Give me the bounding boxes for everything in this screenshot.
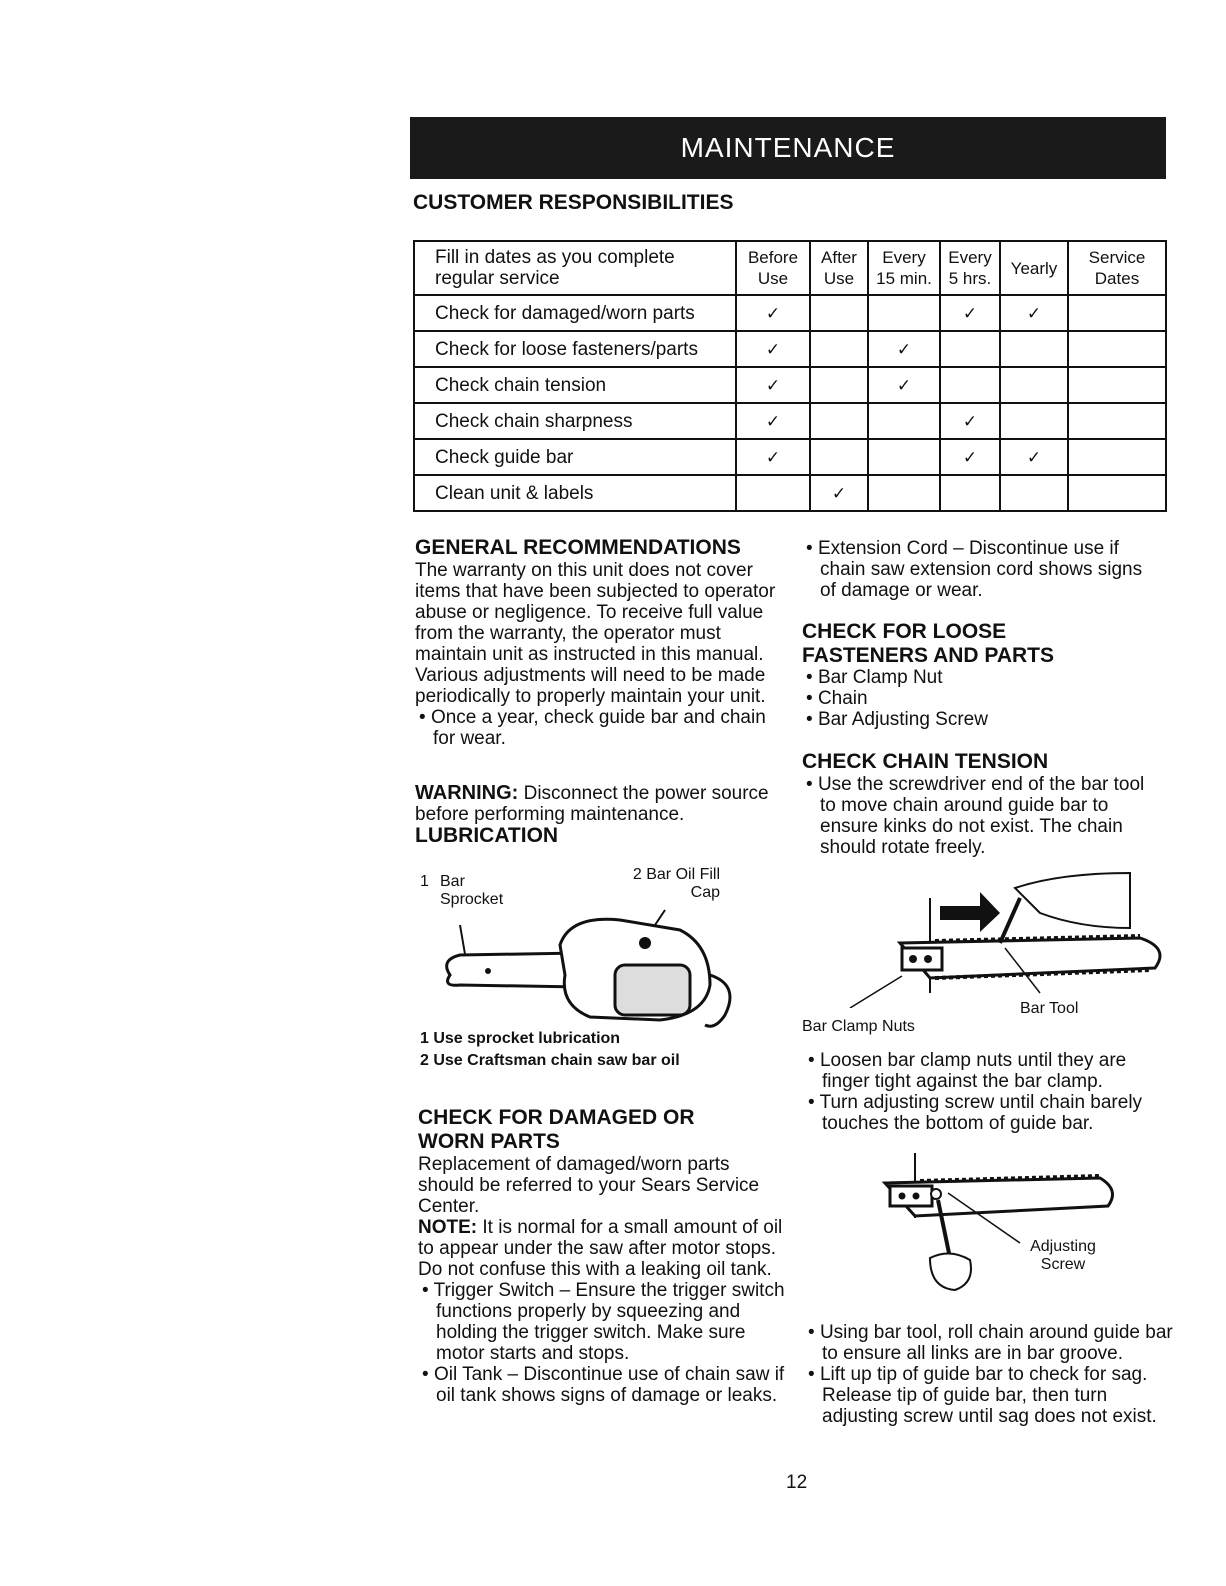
chainsaw-lubrication-illustration: [420, 905, 750, 1035]
task-label: Check for damaged/worn parts: [414, 295, 736, 331]
label-bar-sprocket-num: 1: [420, 873, 429, 890]
note-text: It is normal for a small amount of oil to appear under the saw after motor stops. Do not confuse this with a leaking oil tank.: [418, 1217, 783, 1280]
list-item-text: Bar Adjusting Screw: [817, 709, 988, 730]
clamp-nut: [913, 1193, 920, 1200]
extension-cord-block: [802, 538, 1162, 601]
label-bar-sprocket: Bar Sprocket: [440, 873, 504, 908]
check-mark: [1000, 331, 1068, 367]
task-label: Check chain sharpness: [414, 403, 736, 439]
check-mark: ✓: [736, 331, 810, 367]
check-mark: ✓: [736, 439, 810, 475]
general-recommendations-title: GENERAL RECOMMENDATIONS: [415, 536, 741, 559]
tension-bullet: • Turn adjusting screw until chain barely touches the bottom of guide bar.: [808, 1092, 1143, 1134]
label-bar-clamp-nuts: Bar Clamp Nuts: [802, 1018, 915, 1035]
bar-clamp: [902, 948, 942, 970]
list-item-text: Bar Clamp Nut: [817, 667, 943, 688]
service-date-cell: [1068, 475, 1166, 511]
tension-bullet-text: Loosen bar clamp nuts until they are finger tight against the bar clamp.: [819, 1050, 1127, 1092]
bar-clamp: [890, 1186, 932, 1206]
service-date-cell: [1068, 295, 1166, 331]
check-mark: [940, 367, 1000, 403]
table-row: [414, 475, 1166, 511]
tension-bullet-text: Turn adjusting screw until chain barely touches the bottom of guide bar.: [819, 1092, 1143, 1134]
warning-text: Disconnect the power source before performing maintenance.: [415, 783, 769, 825]
oil-cap: [639, 937, 651, 949]
header-every-15-min: Every 15 min.: [868, 241, 940, 295]
check-mark: [940, 475, 1000, 511]
label-bar-oil-fill-cap: 2 Bar Oil Fill Cap: [632, 866, 720, 901]
chain-tension-body-1: [802, 774, 1162, 858]
check-mark: [1000, 475, 1068, 511]
service-date-cell: [1068, 367, 1166, 403]
extension-cord-bullet: • Extension Cord – Discontinue use if chain saw extension cord shows signs of damage or wear.: [806, 538, 1143, 601]
check-mark: ✓: [868, 367, 940, 403]
check-mark: [1000, 403, 1068, 439]
general-bullet: • Once a year, check guide bar and chain for wear.: [419, 707, 766, 749]
check-mark: ✓: [736, 367, 810, 403]
oil-tank-bullet: • Oil Tank – Discontinue use of chain saw if oil tank shows signs of damage or leaks.: [422, 1364, 785, 1406]
adjusting-screw-illustration: [860, 1148, 1120, 1298]
section-banner: MAINTENANCE: [410, 117, 1166, 179]
header-task: Fill in dates as you complete regular service: [414, 241, 736, 295]
label-adjusting-screw: Adjusting Screw: [1030, 1238, 1096, 1273]
customer-responsibilities-title: CUSTOMER RESPONSIBILITIES: [413, 191, 734, 214]
sprocket-dot: [485, 968, 491, 974]
table-row: [414, 295, 1166, 331]
tension-bullet-text: Lift up tip of guide bar to check for sag. Release tip of guide bar, then turn adjusting screw until sag does not exist.: [819, 1364, 1157, 1427]
task-label: Clean unit & labels: [414, 475, 736, 511]
motor-housing: [615, 965, 690, 1015]
hand-icon: [930, 1253, 971, 1290]
warning-block: [415, 783, 787, 825]
damaged-body-text: Replacement of damaged/worn parts should be referred to your Sears Service Center.: [418, 1154, 760, 1217]
guide-bar: [447, 953, 580, 987]
chain-tension-title: CHECK CHAIN TENSION: [802, 750, 1049, 773]
bar-tool: [1000, 898, 1020, 943]
extension-cord-text: Extension Cord – Discontinue use if chain saw extension cord shows signs of damage or wear.: [817, 538, 1143, 601]
check-mark: [868, 403, 940, 439]
check-mark: ✓: [868, 331, 940, 367]
chain-tension-body-2: [804, 1050, 1174, 1134]
table-row: [414, 331, 1166, 367]
header-service-dates: Service Dates: [1068, 241, 1166, 295]
oil-tank-text: Oil Tank – Discontinue use of chain saw if oil tank shows signs of damage or leaks.: [433, 1364, 785, 1406]
loose-fasteners-title: CHECK FOR LOOSE FASTENERS AND PARTS: [802, 620, 1055, 667]
service-date-cell: [1068, 331, 1166, 367]
list-item: • Bar Adjusting Screw: [806, 709, 988, 730]
hand-with-tool: [1015, 873, 1130, 928]
trigger-switch-bullet: • Trigger Switch – Ensure the trigger switch functions properly by squeezing and holding the trigger switch. Make sure motor starts and stops.: [422, 1280, 785, 1364]
task-label: Check for loose fasteners/parts: [414, 331, 736, 367]
tension-bullet: • Use the screwdriver end of the bar tool to move chain around guide bar to ensure kinks do not exist. The chain should rotate freely.: [806, 774, 1145, 858]
check-mark: [810, 439, 868, 475]
check-mark: ✓: [810, 475, 868, 511]
tension-bullet-text: Using bar tool, roll chain around guide bar to ensure all links are in bar groove.: [819, 1322, 1173, 1364]
damaged-parts-title: CHECK FOR DAMAGED OR WORN PARTS: [418, 1106, 695, 1153]
check-mark: [868, 475, 940, 511]
maintenance-schedule-table: [413, 240, 1167, 512]
label-bar-tool: Bar Tool: [1020, 1000, 1079, 1017]
tension-bullet: • Using bar tool, roll chain around guide bar to ensure all links are in bar groove.: [808, 1322, 1173, 1364]
check-mark: ✓: [940, 403, 1000, 439]
warning-label: WARNING:: [415, 782, 519, 804]
table-header-row: [414, 241, 1166, 295]
list-item: • Chain: [806, 688, 868, 709]
service-date-cell: [1068, 403, 1166, 439]
damaged-parts-body: [418, 1154, 788, 1406]
arrow-icon: [940, 892, 1000, 932]
check-mark: [810, 331, 868, 367]
table-row: [414, 367, 1166, 403]
task-label: Check guide bar: [414, 439, 736, 475]
clamp-nut: [909, 955, 917, 963]
lubrication-caption-2: 2 Use Craftsman chain saw bar oil: [420, 1052, 680, 1069]
check-mark: [810, 367, 868, 403]
list-item: • Bar Clamp Nut: [806, 667, 943, 688]
tension-bullet: • Lift up tip of guide bar to check for sag. Release tip of guide bar, then turn adjusting screw until sag does not exist.: [808, 1364, 1157, 1427]
check-mark: [810, 403, 868, 439]
trigger-switch-text: Trigger Switch – Ensure the trigger switch functions properly by squeezing and holding the trigger switch. Make sure motor starts and stops.: [433, 1280, 785, 1364]
check-mark: [868, 439, 940, 475]
tension-bullet: • Loosen bar clamp nuts until they are finger tight against the bar clamp.: [808, 1050, 1127, 1092]
clamp-nut: [924, 955, 932, 963]
list-item-text: Chain: [817, 688, 868, 709]
task-label: Check chain tension: [414, 367, 736, 403]
page-number: 12: [786, 1472, 808, 1493]
service-date-cell: [1068, 439, 1166, 475]
loose-fasteners-list: [802, 667, 1162, 730]
general-body-text: The warranty on this unit does not cover items that have been subjected to operator abuse or negligence. To receive full value from the warranty, the operator must maintain unit as instructed in this manual. Various adjustments will need to be made periodically to properly maintain your unit.: [415, 560, 776, 707]
chain-tension-body-3: [804, 1322, 1176, 1427]
check-mark: ✓: [736, 295, 810, 331]
check-mark: ✓: [940, 439, 1000, 475]
check-mark: ✓: [940, 295, 1000, 331]
check-mark: [868, 295, 940, 331]
check-mark: [1000, 367, 1068, 403]
leader-line: [850, 976, 902, 1008]
header-every-5-hrs: Every 5 hrs.: [940, 241, 1000, 295]
header-yearly: Yearly: [1000, 241, 1068, 295]
header-after-use: After Use: [810, 241, 868, 295]
clamp-nut: [899, 1193, 906, 1200]
lubrication-title: LUBRICATION: [415, 824, 559, 847]
check-mark: ✓: [736, 403, 810, 439]
general-recommendations-body: [415, 560, 787, 749]
tension-bullet-text: Use the screwdriver end of the bar tool to move chain around guide bar to ensure kinks do not exist. The chain should rotate freely.: [817, 774, 1145, 858]
adjusting-screw: [931, 1189, 941, 1199]
check-mark: [940, 331, 1000, 367]
lubrication-caption-1: 1 Use sprocket lubrication: [420, 1030, 621, 1047]
check-mark: [810, 295, 868, 331]
general-bullet-text: Once a year, check guide bar and chain for wear.: [430, 707, 766, 749]
check-mark: [736, 475, 810, 511]
table-row: [414, 439, 1166, 475]
bar-tool-illustration: [840, 868, 1170, 1008]
table-row: [414, 403, 1166, 439]
note-label: NOTE:: [418, 1217, 478, 1238]
header-before-use: Before Use: [736, 241, 810, 295]
check-mark: ✓: [1000, 439, 1068, 475]
check-mark: ✓: [1000, 295, 1068, 331]
